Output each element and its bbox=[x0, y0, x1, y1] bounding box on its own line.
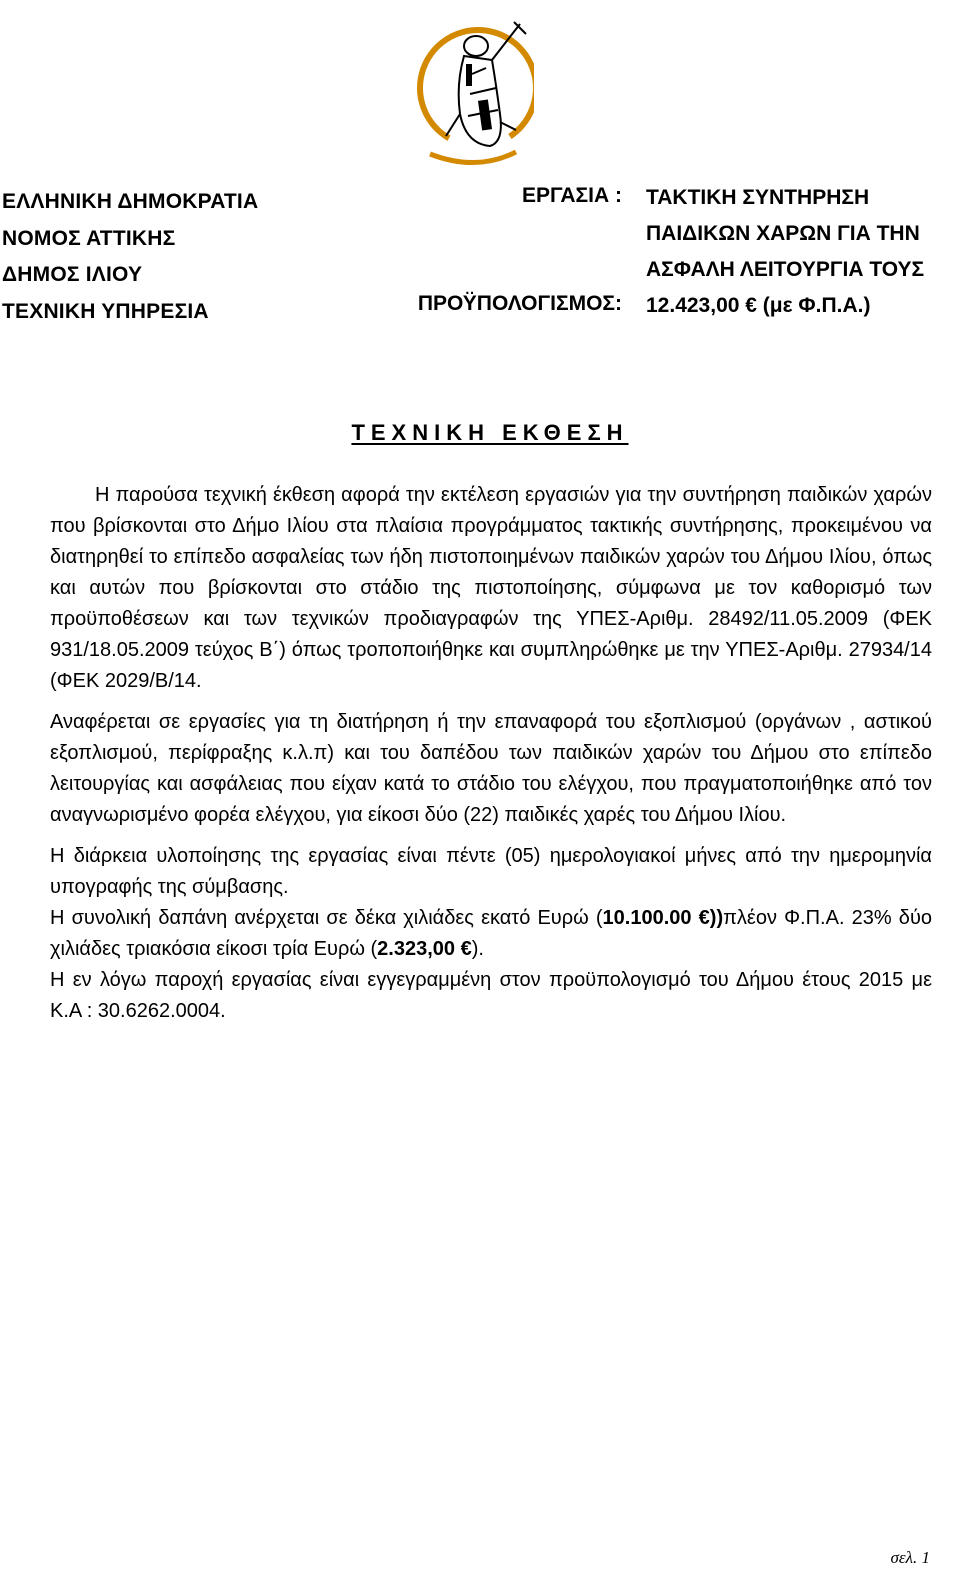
issuer-line: ΝΟΜΟΣ ΑΤΤΙΚΗΣ bbox=[2, 226, 176, 250]
paragraph-duration: Η διάρκεια υλοποίησης της εργασίας είναι πέντε (05) ημερολογιακοί μήνες από την ημερομηνία υπογραφής της σύμβασης. bbox=[50, 845, 932, 898]
work-block bbox=[646, 180, 924, 324]
report-body bbox=[50, 480, 932, 1027]
budget-label: ΠΡΟΫΠΟΛΟΓΙΣΜΟΣ: bbox=[417, 292, 622, 315]
paragraph-budget: Η εν λόγω παροχή εργασίας είναι εγγεγραμμένη στον προϋπολογισμό του Δήμου έτους 2015 με Κ.Α : 30.6262.0004. bbox=[50, 969, 932, 1022]
cost-text: πλέον Φ.Π.Α. 23% δύο χιλιάδες τριακόσια είκοσι τρία Ευρώ ( bbox=[50, 907, 933, 960]
issuer-line: ΕΛΛΗΝΙΚΗ ΔΗΜΟΚΡΑΤΙΑ bbox=[2, 190, 259, 213]
paragraph-intro: Η παρούσα τεχνική έκθεση αφορά την εκτέλεση εργασιών για την συντήρηση παιδικών χαρών που βρίσκονται στο Δήμο Ιλίου στα πλαίσια προγράμματος τακτικής συντήρησης, προκειμένου να διατηρηθεί το επίπεδο ασφαλείας των ήδη πιστοποιημένων παιδικών χαρών του Δήμου Ιλίου, όπως και αυτών που βρίσκονται στο στάδιο της πιστοποίησης, σύμφωνα με τον καθορισμό των προϋποθέσεων και των τεχνικών προδιαγραφών της ΥΠΕΣ-Αριθμ. 28492/11.05.2009 (ΦΕΚ 931/18.05.2009 τεύχος Β΄) όπως τροποποιήθηκε και συμπληρώθηκε με την ΥΠΕΣ-Αριθμ. 27934/14 (ΦΕΚ 2029/Β/14. bbox=[50, 484, 932, 692]
work-line: ΤΑΚΤΙΚΗ ΣΥΝΤΗΡΗΣΗ bbox=[646, 186, 870, 209]
paragraph-scope: Αναφέρεται σε εργασίες για τη διατήρηση ή την επαναφορά του εξοπλισμού (οργάνων , αστικού εξοπλισμού, περίφραξης κ.λ.π) και του δαπέδου των παιδικών χαρών του Δήμου στο επίπεδο λειτουργίας και ασφάλειας που είχαν κατά το στάδιο του ελέγχου, που πραγματοποιήθηκε από τον αναγνωρισμένο φορέα ελέγχου, για είκοσι δύο (22) παιδικές χαρές του Δήμου Ιλίου. bbox=[50, 711, 932, 826]
cost-text: ). bbox=[471, 938, 484, 960]
work-label: ΕΡΓΑΣΙΑ : bbox=[522, 184, 622, 207]
work-line: ΠΑΙΔΙΚΩΝ ΧΑΡΩΝ ΓΙΑ ΤΗΝ bbox=[646, 222, 920, 245]
issuer-block bbox=[2, 184, 258, 330]
municipality-logo bbox=[416, 4, 534, 168]
work-line: ΑΣΦΑΛΗ ΛΕΙΤΟΥΡΓΙΑ ΤΟΥΣ bbox=[646, 258, 925, 281]
cost-text: Η συνολική δαπάνη ανέρχεται σε δέκα χιλιάδες εκατό Ευρώ ( bbox=[50, 907, 603, 929]
page-number: σελ. 1 bbox=[890, 1548, 930, 1567]
issuer-line: ΔΗΜΟΣ ΙΛΙΟΥ bbox=[2, 263, 143, 286]
budget-value: 12.423,00 € (με Φ.Π.Α.) bbox=[646, 294, 871, 317]
paragraph-cost bbox=[50, 903, 932, 965]
issuer-line: ΤΕΧΝΙΚΗ ΥΠΗΡΕΣΙΑ bbox=[2, 299, 209, 323]
document-title: ΤΕΧΝΙΚΗ ΕΚΘΕΣΗ bbox=[351, 420, 629, 445]
vat-amount: 2.323,00 € bbox=[377, 938, 472, 960]
cost-amount: 10.100.00 €)) bbox=[602, 907, 724, 929]
